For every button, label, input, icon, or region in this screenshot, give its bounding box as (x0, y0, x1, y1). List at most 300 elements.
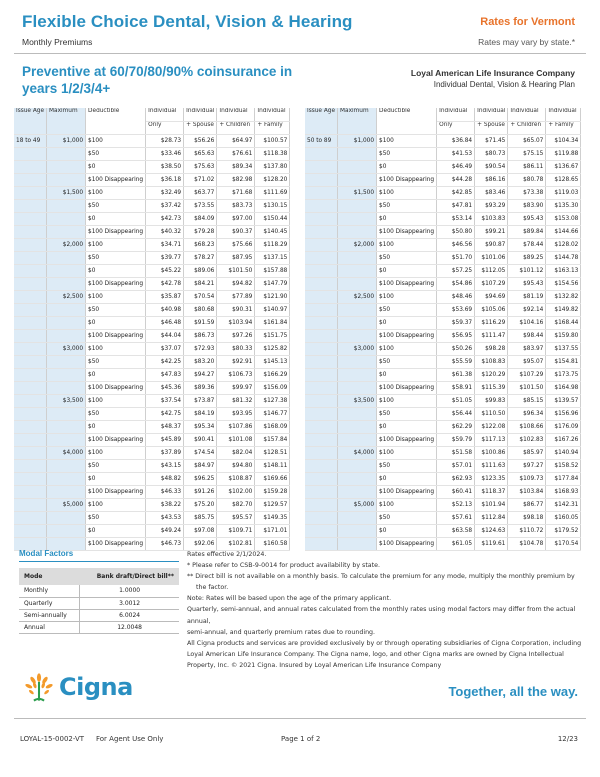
children-rate-cell: $109.71 (217, 524, 255, 537)
issue-age-header: Issue Age (14, 108, 47, 134)
table-row (14, 459, 290, 472)
cigna-tree-icon (22, 670, 56, 704)
children-rate-cell: $104.16 (508, 316, 546, 329)
maximum-cell (47, 368, 86, 381)
table-row (14, 394, 290, 407)
spouse-rate-cell: $56.26 (184, 134, 217, 147)
spouse-rate-cell: $92.06 (184, 537, 217, 550)
issue-age-cell (14, 212, 47, 225)
maximum-cell: $2,500 (338, 290, 377, 303)
issue-age-cell (14, 472, 47, 485)
maximum-cell (47, 199, 86, 212)
deductible-cell: $100 Disappearing (86, 485, 146, 498)
individual-rate-cell: $53.69 (437, 303, 475, 316)
table-row (14, 342, 290, 355)
individual-rate-cell: $58.91 (437, 381, 475, 394)
issue-age-cell (14, 498, 47, 511)
family-rate-cell: $140.94 (546, 446, 581, 459)
children-rate-cell: $97.27 (508, 459, 546, 472)
factor-cell: 6.0024 (80, 609, 179, 621)
spouse-rate-cell: $75.63 (184, 160, 217, 173)
individual-rate-cell: $43.53 (146, 511, 184, 524)
family-rate-cell: $129.57 (255, 498, 290, 511)
note-line: Property, Inc. © 2021 Cigna. Insured by Loyal American Life Insurance Company (187, 661, 442, 669)
issue-age-cell (305, 212, 338, 225)
family-rate-cell: $154.56 (546, 277, 581, 290)
mode-cell: Semi-annually (19, 609, 80, 621)
table-row (305, 251, 581, 264)
spouse-rate-cell: $99.83 (475, 394, 508, 407)
individual-rate-cell: $28.73 (146, 134, 184, 147)
table-row (305, 290, 581, 303)
spouse-rate-cell: $78.27 (184, 251, 217, 264)
maximum-cell (338, 368, 377, 381)
maximum-cell (47, 277, 86, 290)
spouse-rate-cell: $90.54 (475, 160, 508, 173)
maximum-cell: $2,500 (47, 290, 86, 303)
header-divider (14, 53, 586, 54)
state-label: Rates for Vermont (480, 16, 575, 28)
note-line: Loyal American Life Insurance Company. The Cigna name, logo, and other Cigna marks are owned by Cigna Intellectual (187, 650, 564, 658)
maximum-cell (47, 524, 86, 537)
children-rate-cell: $95.43 (508, 277, 546, 290)
spouse-rate-cell: $91.59 (184, 316, 217, 329)
children-rate-cell: $78.44 (508, 238, 546, 251)
children-rate-cell: $83.73 (217, 199, 255, 212)
family-rate-cell: $100.57 (255, 134, 290, 147)
table-row (305, 355, 581, 368)
deductible-cell: $0 (377, 212, 437, 225)
family-rate-cell: $128.20 (255, 173, 290, 186)
maximum-cell (338, 316, 377, 329)
family-rate-cell: $149.82 (546, 303, 581, 316)
family-rate-cell: $156.96 (546, 407, 581, 420)
spouse-rate-cell: $105.06 (475, 303, 508, 316)
issue-age-cell (305, 173, 338, 186)
issue-age-cell (14, 433, 47, 446)
family-rate-cell: $161.84 (255, 316, 290, 329)
issue-age-cell (305, 433, 338, 446)
issue-age-cell (305, 290, 338, 303)
individual-rate-cell: $42.78 (146, 277, 184, 290)
individual-rate-cell: $57.01 (437, 459, 475, 472)
issue-age-cell (14, 394, 47, 407)
table-row (305, 433, 581, 446)
spouse-rate-cell: $101.06 (475, 251, 508, 264)
deductible-cell: $0 (86, 472, 146, 485)
spouse-rate-cell: $116.29 (475, 316, 508, 329)
individual-rate-cell: $61.38 (437, 368, 475, 381)
plan-name: Individual Dental, Vision & Hearing Plan (433, 80, 575, 89)
deductible-cell: $50 (86, 199, 146, 212)
deductible-cell: $100 (86, 394, 146, 407)
spouse-header-sub: + Spouse (475, 121, 508, 134)
maximum-cell (47, 264, 86, 277)
issue-age-cell (14, 290, 47, 303)
children-rate-cell: $95.07 (508, 355, 546, 368)
deductible-cell: $100 (86, 342, 146, 355)
factor-cell: 12.0048 (80, 621, 179, 633)
table-row (305, 134, 581, 147)
children-rate-cell: $76.61 (217, 147, 255, 160)
table-row (14, 238, 290, 251)
family-rate-cell: $153.08 (546, 212, 581, 225)
table-row (14, 199, 290, 212)
maximum-cell (47, 420, 86, 433)
family-rate-cell: $179.52 (546, 524, 581, 537)
spouse-rate-cell: $89.06 (184, 264, 217, 277)
family-rate-cell: $168.44 (546, 316, 581, 329)
spouse-rate-cell: $120.29 (475, 368, 508, 381)
children-rate-cell: $73.38 (508, 186, 546, 199)
deductible-cell: $100 Disappearing (86, 433, 146, 446)
deductible-cell: $0 (377, 472, 437, 485)
maximum-cell (338, 472, 377, 485)
deductible-cell: $100 (86, 134, 146, 147)
children-rate-cell: $75.66 (217, 238, 255, 251)
family-rate-cell: $156.09 (255, 381, 290, 394)
family-rate-cell: $168.09 (255, 420, 290, 433)
maximum-cell: $3,500 (47, 394, 86, 407)
maximum-cell (47, 459, 86, 472)
family-rate-cell: $128.51 (255, 446, 290, 459)
individual-rate-cell: $48.46 (437, 290, 475, 303)
table-row (305, 225, 581, 238)
table-row (305, 511, 581, 524)
table-row (305, 524, 581, 537)
spouse-rate-cell: $115.39 (475, 381, 508, 394)
issue-age-cell (305, 277, 338, 290)
maximum-cell (338, 329, 377, 342)
modal-factors-divider (19, 561, 179, 562)
individual-rate-cell: $60.41 (437, 485, 475, 498)
modal-factors-body (19, 585, 179, 633)
factor-header: Bank draft/Direct bill** (80, 568, 179, 585)
issue-age-cell (14, 355, 47, 368)
issue-age-cell (305, 485, 338, 498)
issue-age-cell: 18 to 49 (14, 134, 47, 147)
children-rate-cell: $110.72 (508, 524, 546, 537)
maximum-cell (338, 303, 377, 316)
issue-age-cell (14, 277, 47, 290)
table-row (305, 342, 581, 355)
spouse-rate-cell: $111.47 (475, 329, 508, 342)
individual-rate-cell: $48.82 (146, 472, 184, 485)
note-line: Rates effective 2/1/2024. (187, 551, 267, 558)
individual-rate-cell: $35.87 (146, 290, 184, 303)
cigna-wordmark: Cigna (59, 673, 133, 701)
family-rate-cell: $170.54 (546, 537, 581, 550)
children-rate-cell: $97.26 (217, 329, 255, 342)
individual-rate-cell: $45.36 (146, 381, 184, 394)
maximum-cell (47, 212, 86, 225)
deductible-cell: $100 (86, 186, 146, 199)
spouse-rate-cell: $96.25 (184, 472, 217, 485)
spouse-rate-cell: $103.83 (475, 212, 508, 225)
family-rate-cell: $154.81 (546, 355, 581, 368)
spouse-rate-cell: $86.73 (184, 329, 217, 342)
family-header-sub: + Family (546, 121, 581, 134)
deductible-cell: $50 (377, 459, 437, 472)
individual-rate-cell: $62.93 (437, 472, 475, 485)
table-row (14, 472, 290, 485)
maximum-cell (47, 381, 86, 394)
deductible-cell: $100 (377, 342, 437, 355)
spouse-rate-cell: $71.02 (184, 173, 217, 186)
issue-age-cell (305, 160, 338, 173)
family-header: Individual (255, 108, 290, 121)
deductible-cell: $100 (377, 186, 437, 199)
table-row (305, 394, 581, 407)
children-rate-cell: $80.78 (508, 173, 546, 186)
individual-rate-cell: $42.85 (437, 186, 475, 199)
individual-rate-cell: $48.37 (146, 420, 184, 433)
modal-factor-row (19, 585, 179, 597)
individual-rate-cell: $34.71 (146, 238, 184, 251)
family-header-sub: + Family (255, 121, 290, 134)
children-rate-cell: $101.50 (217, 264, 255, 277)
company-name: Loyal American Life Insurance Company (410, 68, 575, 78)
issue-age-cell (305, 199, 338, 212)
page-number: Page 1 of 2 (281, 735, 321, 743)
maximum-cell (338, 212, 377, 225)
spouse-rate-cell: $74.54 (184, 446, 217, 459)
family-rate-cell: $144.78 (546, 251, 581, 264)
family-rate-cell: $119.03 (546, 186, 581, 199)
maximum-cell (47, 407, 86, 420)
individual-rate-cell: $55.59 (437, 355, 475, 368)
spouse-rate-cell: $117.13 (475, 433, 508, 446)
children-rate-cell: $89.84 (508, 225, 546, 238)
maximum-cell (338, 511, 377, 524)
issue-age-cell (14, 381, 47, 394)
individual-rate-cell: $46.33 (146, 485, 184, 498)
deductible-cell: $100 (86, 238, 146, 251)
spouse-rate-cell: $110.50 (475, 407, 508, 420)
maximum-cell (338, 199, 377, 212)
individual-rate-cell: $57.25 (437, 264, 475, 277)
spouse-rate-cell: $122.08 (475, 420, 508, 433)
children-rate-cell: $85.97 (508, 446, 546, 459)
maximum-cell (47, 329, 86, 342)
deductible-cell: $0 (377, 160, 437, 173)
family-rate-cell: $166.29 (255, 368, 290, 381)
maximum-cell (47, 251, 86, 264)
issue-age-cell (305, 420, 338, 433)
family-rate-cell: $137.55 (546, 342, 581, 355)
individual-rate-cell: $38.22 (146, 498, 184, 511)
children-rate-cell: $96.34 (508, 407, 546, 420)
individual-rate-cell: $46.73 (146, 537, 184, 550)
issue-age-cell (305, 303, 338, 316)
cigna-logo (22, 670, 133, 704)
table-row (14, 160, 290, 173)
table-row (14, 225, 290, 238)
individual-rate-cell: $46.49 (437, 160, 475, 173)
table-row (305, 420, 581, 433)
rate-table-18-49 (14, 108, 290, 551)
family-rate-cell: $177.84 (546, 472, 581, 485)
individual-header: Individual (146, 108, 184, 121)
children-rate-cell: $65.07 (508, 134, 546, 147)
individual-rate-cell: $54.86 (437, 277, 475, 290)
children-rate-cell: $82.04 (217, 446, 255, 459)
maximum-cell (338, 420, 377, 433)
individual-rate-cell: $61.05 (437, 537, 475, 550)
deductible-cell: $50 (377, 199, 437, 212)
spouse-rate-cell: $89.36 (184, 381, 217, 394)
spouse-rate-cell: $83.46 (475, 186, 508, 199)
family-rate-cell: $160.05 (546, 511, 581, 524)
spouse-rate-cell: $111.63 (475, 459, 508, 472)
individual-rate-cell: $38.50 (146, 160, 184, 173)
rate-table-body (305, 134, 581, 550)
deductible-header: Deductible (86, 108, 146, 134)
spouse-rate-cell: $123.35 (475, 472, 508, 485)
factor-cell: 1.0000 (80, 585, 179, 597)
deductible-header: Deductible (377, 108, 437, 134)
spouse-rate-cell: $85.75 (184, 511, 217, 524)
family-rate-cell: $140.45 (255, 225, 290, 238)
family-rate-cell: $142.31 (546, 498, 581, 511)
individual-rate-cell: $43.15 (146, 459, 184, 472)
table-row (305, 316, 581, 329)
spouse-rate-cell: $75.20 (184, 498, 217, 511)
deductible-cell: $100 Disappearing (377, 173, 437, 186)
spouse-rate-cell: $71.45 (475, 134, 508, 147)
family-rate-cell: $140.97 (255, 303, 290, 316)
maximum-cell (338, 433, 377, 446)
issue-age-cell (305, 498, 338, 511)
children-rate-cell: $98.18 (508, 511, 546, 524)
family-rate-cell: $148.11 (255, 459, 290, 472)
family-rate-cell: $163.13 (546, 264, 581, 277)
issue-age-cell (14, 368, 47, 381)
children-rate-cell: $92.14 (508, 303, 546, 316)
children-header: Individual (217, 108, 255, 121)
individual-rate-cell: $36.84 (437, 134, 475, 147)
family-rate-cell: $130.15 (255, 199, 290, 212)
deductible-cell: $50 (86, 303, 146, 316)
children-rate-cell: $108.66 (508, 420, 546, 433)
spouse-rate-cell: $124.63 (475, 524, 508, 537)
individual-rate-cell: $47.81 (437, 199, 475, 212)
deductible-cell: $0 (86, 160, 146, 173)
maximum-cell (338, 485, 377, 498)
issue-age-cell (305, 329, 338, 342)
spouse-rate-cell: $119.61 (475, 537, 508, 550)
maximum-cell (47, 147, 86, 160)
deductible-cell: $100 Disappearing (377, 433, 437, 446)
spouse-rate-cell: $84.19 (184, 407, 217, 420)
family-rate-cell: $150.44 (255, 212, 290, 225)
deductible-cell: $100 Disappearing (86, 329, 146, 342)
mode-header: Mode (19, 568, 80, 585)
individual-rate-cell: $50.80 (437, 225, 475, 238)
table-row (14, 316, 290, 329)
family-rate-cell: $137.15 (255, 251, 290, 264)
children-rate-cell: $109.73 (508, 472, 546, 485)
deductible-cell: $0 (377, 368, 437, 381)
family-rate-cell: $167.26 (546, 433, 581, 446)
maximum-cell (47, 316, 86, 329)
deductible-cell: $100 (86, 446, 146, 459)
children-rate-cell: $102.81 (217, 537, 255, 550)
family-rate-cell: $104.34 (546, 134, 581, 147)
maximum-cell: $4,000 (338, 446, 377, 459)
children-rate-cell: $81.19 (508, 290, 546, 303)
table-row (14, 329, 290, 342)
issue-age-cell (14, 459, 47, 472)
deductible-cell: $100 (377, 290, 437, 303)
individual-header-sub: Only (146, 121, 184, 134)
individual-rate-cell: $46.56 (437, 238, 475, 251)
deductible-cell: $0 (86, 316, 146, 329)
individual-rate-cell: $33.46 (146, 147, 184, 160)
disclaimer-notes (187, 549, 587, 671)
spouse-header-sub: + Spouse (184, 121, 217, 134)
family-rate-cell: $151.75 (255, 329, 290, 342)
table-row (14, 186, 290, 199)
note-line: Note: Rates will be based upon the age of the primary applicant. (187, 595, 392, 603)
table-row (14, 134, 290, 147)
page-title: Flexible Choice Dental, Vision & Hearing (22, 12, 353, 31)
spouse-rate-cell: $72.93 (184, 342, 217, 355)
table-row (305, 199, 581, 212)
note-line: the factor. (196, 584, 229, 592)
table-row (14, 381, 290, 394)
deductible-cell: $50 (86, 511, 146, 524)
mode-cell: Monthly (19, 585, 80, 597)
issue-age-cell (305, 225, 338, 238)
maximum-cell (338, 160, 377, 173)
individual-rate-cell: $51.05 (437, 394, 475, 407)
maximum-cell (338, 524, 377, 537)
deductible-cell: $100 Disappearing (377, 485, 437, 498)
deductible-cell: $50 (377, 147, 437, 160)
tagline: Together, all the way. (448, 684, 578, 699)
family-rate-cell: $127.38 (255, 394, 290, 407)
deductible-cell: $0 (377, 264, 437, 277)
issue-age-cell: 50 to 89 (305, 134, 338, 147)
individual-rate-cell: $44.28 (437, 173, 475, 186)
deductible-cell: $50 (377, 303, 437, 316)
spouse-rate-cell: $84.97 (184, 459, 217, 472)
deductible-cell: $100 Disappearing (377, 225, 437, 238)
issue-age-cell (305, 381, 338, 394)
deductible-cell: $100 Disappearing (377, 537, 437, 550)
table-row (305, 173, 581, 186)
individual-rate-cell: $37.54 (146, 394, 184, 407)
family-rate-cell: $119.88 (546, 147, 581, 160)
spouse-rate-cell: $93.29 (475, 199, 508, 212)
children-rate-cell: $95.43 (508, 212, 546, 225)
table-row (14, 420, 290, 433)
individual-header: Individual (437, 108, 475, 121)
deductible-cell: $50 (86, 407, 146, 420)
children-rate-cell: $99.97 (217, 381, 255, 394)
individual-rate-cell: $37.07 (146, 342, 184, 355)
individual-rate-cell: $32.49 (146, 186, 184, 199)
individual-rate-cell: $50.26 (437, 342, 475, 355)
family-rate-cell: $145.13 (255, 355, 290, 368)
spouse-rate-cell: $86.16 (475, 173, 508, 186)
issue-age-cell (305, 342, 338, 355)
maximum-cell: $3,000 (338, 342, 377, 355)
family-rate-cell: $159.80 (546, 329, 581, 342)
issue-age-cell (305, 316, 338, 329)
issue-age-cell (305, 251, 338, 264)
